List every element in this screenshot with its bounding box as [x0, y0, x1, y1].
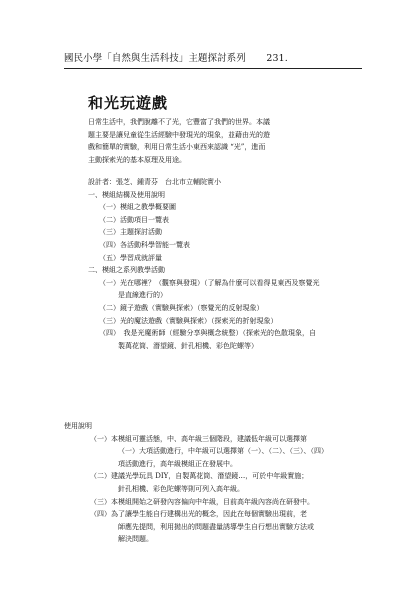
running-title: 國民小學「自然與生活科技」主題探討系列 [64, 53, 246, 64]
note-item: （四）為了讓學生能自行建構出光的概念，因此在每個實驗出現前，老 [90, 510, 307, 519]
intro-line: 日常生活中，我們脫離不了光，它豐富了我們的世界。本議 [88, 118, 270, 126]
note-item: （一）本模組可靈活態，中、高年級三個階段，建議低年級可以選擇第 [90, 434, 307, 443]
page-number: 231. [266, 53, 288, 64]
list-item: （三）主題探討活動 [99, 228, 162, 237]
note-continuation: （一）大項活動進行，中年級可以選擇第（一）、（二）、（三）、（四） [118, 447, 328, 456]
intro-line: 戲和簡單的實驗，利用日常生活小東西來認識 “光”，進而 [88, 143, 266, 152]
list-item-continuation: 是直線進行的） [118, 291, 167, 300]
header-divider [64, 68, 362, 69]
page-title: 和光玩遊戲 [88, 94, 169, 112]
running-header [64, 50, 364, 64]
notes-heading: 使用說明 [64, 422, 92, 430]
list-item: （二）鏡子遊戲（實驗與探索）（察覺光的反射現象） [99, 303, 264, 312]
list-item: （二）活動項目一覽表 [99, 215, 169, 224]
list-item: （四） 我是光魔術師（經驗分享與概念統整）（探索光的色散現象，自 [99, 329, 316, 338]
list-item: （一）模組之教學概要圖 [99, 203, 176, 212]
intro-line: 題主要是讓兒童從生活經驗中發現光的現象，並藉由光的遊 [88, 130, 270, 139]
note-item: （三）本模組開始之研發內容偏向中年級，目前高年級內容尚在研發中。 [90, 497, 314, 506]
note-continuation: 解決問題。 [118, 535, 153, 544]
section-heading: 一、模組結構及使用說明 [88, 190, 165, 199]
intro-paragraph [88, 116, 358, 166]
designer-credit: 設計者：張芝、鍾青芬 台北市立輔院實小 [88, 178, 221, 186]
section-heading: 二、模組之系列教學活動 [88, 266, 165, 275]
list-item: （三）光的魔法遊戲（實驗與探索）（探索光的折射現象） [99, 316, 278, 325]
note-continuation: 針孔相機、彩色陀螺等則可列入高年級。 [118, 484, 244, 493]
note-continuation: 師應先提問，利用拋出的問題盡量誘導學生自行想出實驗方法或 [118, 522, 314, 531]
usage-notes [64, 420, 364, 546]
list-item-continuation: 製萬花筒、潛望鏡、針孔相機、彩色陀螺等） [118, 341, 258, 350]
list-item: （五）學習成就評量 [99, 253, 162, 262]
note-item: （二）建議光學玩具 DIY，自製萬花筒、潛望鏡…，可於中年級實施； [90, 472, 309, 481]
list-item: （四）各活動科學智能一覽表 [99, 240, 190, 249]
intro-line: 主動探索光的基本原理及用途。 [88, 155, 186, 164]
module-outline [88, 176, 368, 352]
note-continuation: 項活動進行，高年級模組正在發展中。 [118, 459, 237, 468]
list-item: （一）光在哪裡？（觀察與發現）（了解為什麼可以看得見東西及察覺光 [99, 278, 320, 287]
